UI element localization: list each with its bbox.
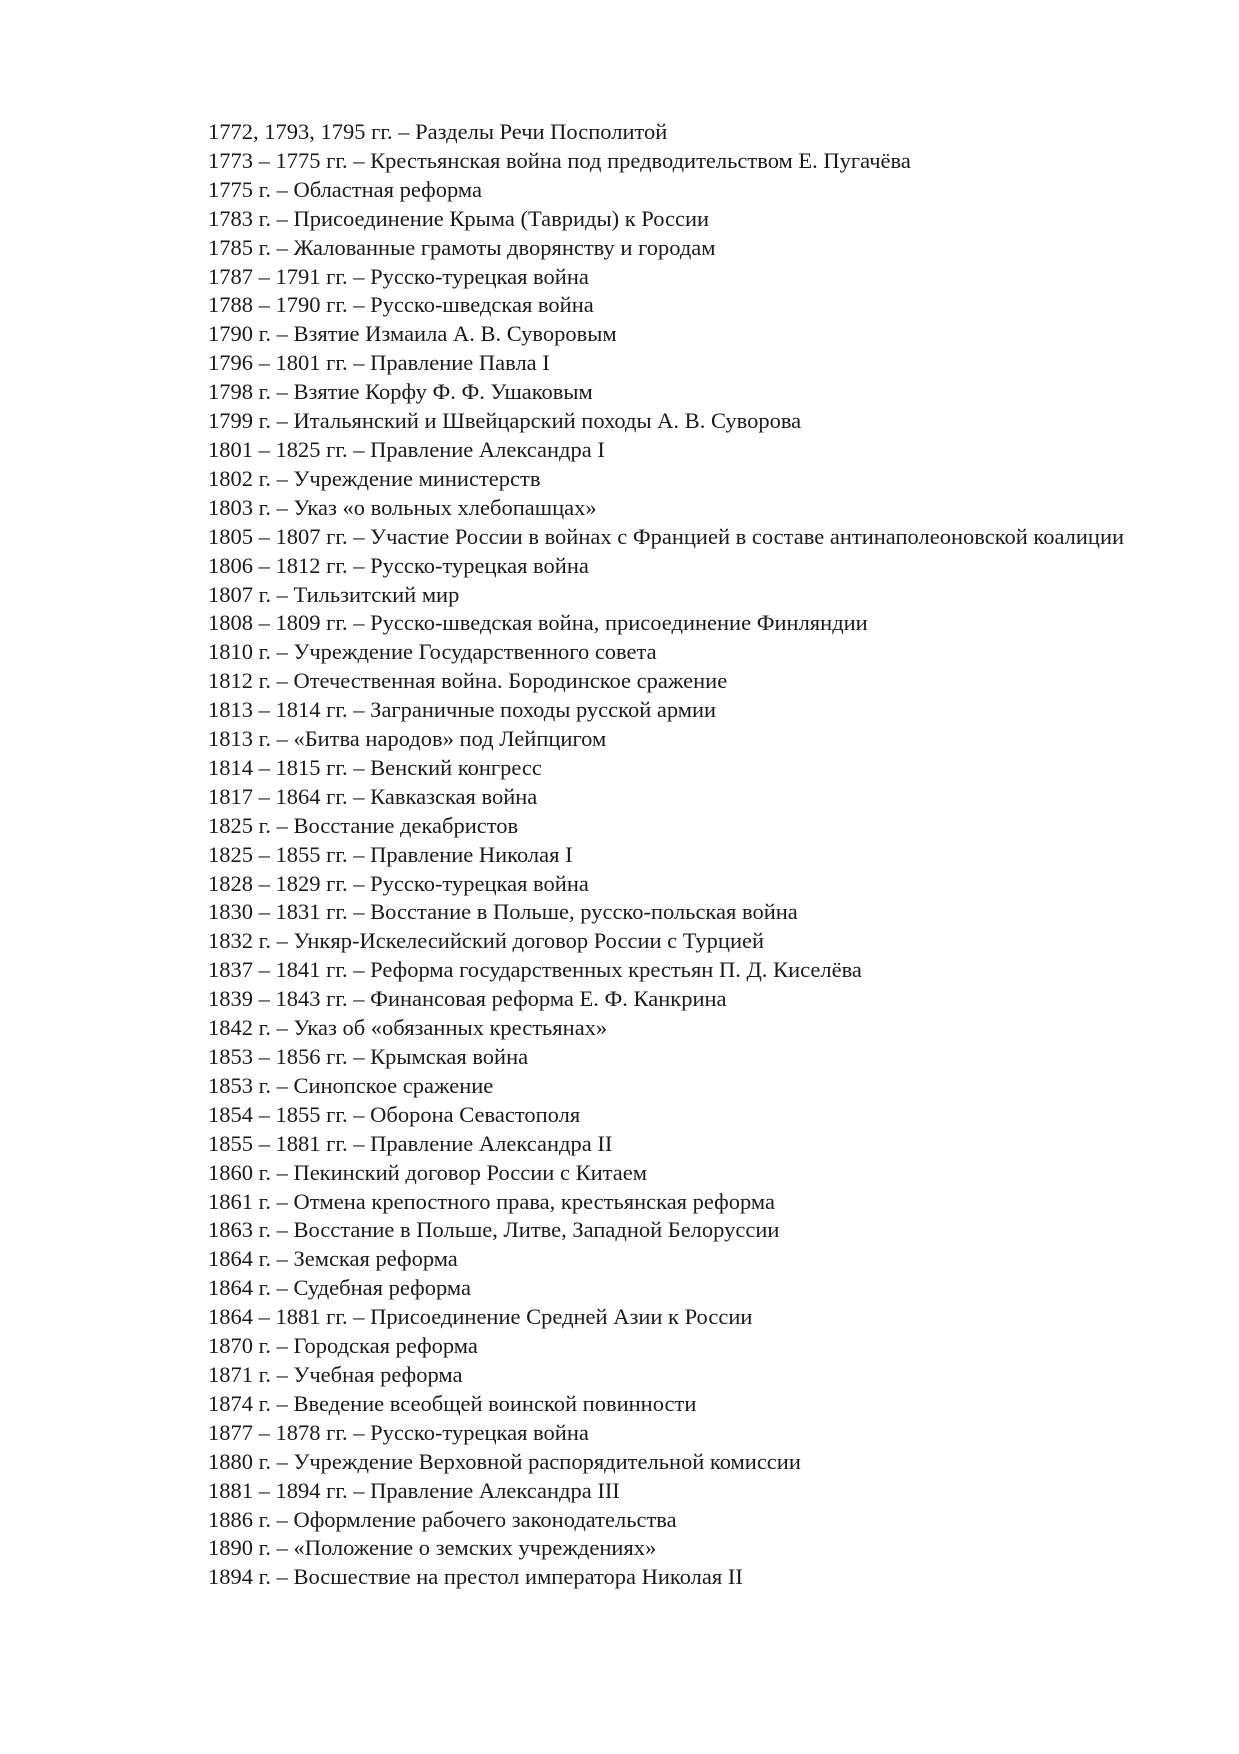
chronology-entry: 1854 – 1855 гг. – Оборона Севастополя: [208, 1101, 581, 1127]
chronology-entry: 1825 г. – Восстание декабристов: [208, 812, 519, 838]
chronology-entry: 1788 – 1790 гг. – Русско-шведская война: [208, 292, 594, 318]
chronology-entry: 1787 – 1791 гг. – Русско-турецкая война: [208, 263, 589, 289]
chronology-entry: 1773 – 1775 гг. – Крестьянская война под предводительством Е. Пугачёва: [208, 147, 911, 173]
chronology-entry: 1832 г. – Ункяр-Искелесийский договор России с Турцией: [208, 928, 765, 954]
chronology-entry: 1886 г. – Оформление рабочего законодательства: [208, 1506, 677, 1532]
chronology-entry: 1805 – 1807 гг. – Участие России в войнах с Францией в составе антинаполеоновской коалиции: [208, 523, 1125, 549]
chronology-entry: 1783 г. – Присоединение Крыма (Тавриды) к России: [208, 205, 710, 231]
chronology-entry: 1860 г. – Пекинский договор России с Китаем: [208, 1159, 647, 1185]
chronology-entry: 1890 г. – «Положение о земских учреждениях»: [208, 1535, 657, 1561]
chronology-entry: 1799 г. – Итальянский и Швейцарский походы А. В. Суворова: [208, 408, 802, 434]
chronology-entry: 1863 г. – Восстание в Польше, Литве, Западной Белоруссии: [208, 1217, 780, 1243]
chronology-entry: 1798 г. – Взятие Корфу Ф. Ф. Ушаковым: [208, 379, 593, 405]
chronology-entry: 1864 г. – Судебная реформа: [208, 1275, 471, 1301]
chronology-entry: 1772, 1793, 1795 гг. – Разделы Речи Посполитой: [208, 119, 668, 144]
chronology-entry: 1825 – 1855 гг. – Правление Николая I: [208, 841, 573, 867]
chronology-entry: 1806 – 1812 гг. – Русско-турецкая война: [208, 552, 589, 578]
chronology-entry: 1839 – 1843 гг. – Финансовая реформа Е. Ф. Канкрина: [208, 986, 727, 1012]
chronology-entry: 1864 г. – Земская реформа: [208, 1246, 458, 1272]
chronology-list: [148, 118, 1150, 1592]
chronology-entry: 1864 – 1881 гг. – Присоединение Средней Азии к России: [208, 1304, 753, 1330]
chronology-entry: 1837 – 1841 гг. – Реформа государственных крестьян П. Д. Киселёва: [208, 957, 862, 983]
chronology-entry: 1790 г. – Взятие Измаила А. В. Суворовым: [208, 321, 617, 347]
chronology-entry: 1802 г. – Учреждение министерств: [208, 465, 541, 491]
chronology-entry: 1785 г. – Жалованные грамоты дворянству и городам: [208, 234, 716, 260]
chronology-entry: 1880 г. – Учреждение Верховной распорядительной комиссии: [208, 1448, 801, 1474]
chronology-entry: 1813 г. – «Битва народов» под Лейпцигом: [208, 726, 607, 752]
chronology-entry: 1871 г. – Учебная реформа: [208, 1361, 463, 1387]
chronology-entry: 1894 г. – Восшествие на престол императора Николая II: [208, 1564, 743, 1590]
chronology-entry: 1817 – 1864 гг. – Кавказская война: [208, 783, 538, 809]
chronology-entry: 1830 – 1831 гг. – Восстание в Польше, русско-польская война: [208, 899, 798, 925]
chronology-entry: 1796 – 1801 гг. – Правление Павла I: [208, 350, 550, 376]
chronology-entry: 1870 г. – Городская реформа: [208, 1333, 478, 1359]
chronology-entry: 1853 г. – Синопское сражение: [208, 1072, 494, 1098]
chronology-entry: 1855 – 1881 гг. – Правление Александра II: [208, 1130, 613, 1156]
chronology-entry: 1812 г. – Отечественная война. Бородинское сражение: [208, 668, 728, 694]
chronology-entry: 1813 – 1814 гг. – Заграничные походы русской армии: [208, 697, 717, 723]
chronology-entry: 1853 – 1856 гг. – Крымская война: [208, 1044, 529, 1069]
chronology-entry: 1828 – 1829 гг. – Русско-турецкая война: [208, 870, 589, 896]
chronology-entry: 1881 – 1894 гг. – Правление Александра III: [208, 1477, 620, 1503]
chronology-entry: 1803 г. – Указ «о вольных хлебопашцах»: [208, 494, 597, 520]
chronology-entry: 1808 – 1809 гг. – Русско-шведская война, присоединение Финляндии: [208, 610, 868, 636]
chronology-entry: 1877 – 1878 гг. – Русско-турецкая война: [208, 1419, 589, 1445]
chronology-entry: 1874 г. – Введение всеобщей воинской повинности: [208, 1390, 697, 1416]
chronology-entry: 1775 г. – Областная реформа: [208, 176, 482, 202]
chronology-entry: 1810 г. – Учреждение Государственного совета: [208, 639, 657, 665]
chronology-entry: 1814 – 1815 гг. – Венский конгресс: [208, 754, 542, 780]
chronology-entry: 1861 г. – Отмена крепостного права, крестьянская реформа: [208, 1188, 775, 1214]
chronology-entry: 1801 – 1825 гг. – Правление Александра I: [208, 436, 605, 462]
chronology-entry: 1842 г. – Указ об «обязанных крестьянах»: [208, 1015, 608, 1041]
chronology-entry: 1807 г. – Тильзитский мир: [208, 581, 460, 607]
